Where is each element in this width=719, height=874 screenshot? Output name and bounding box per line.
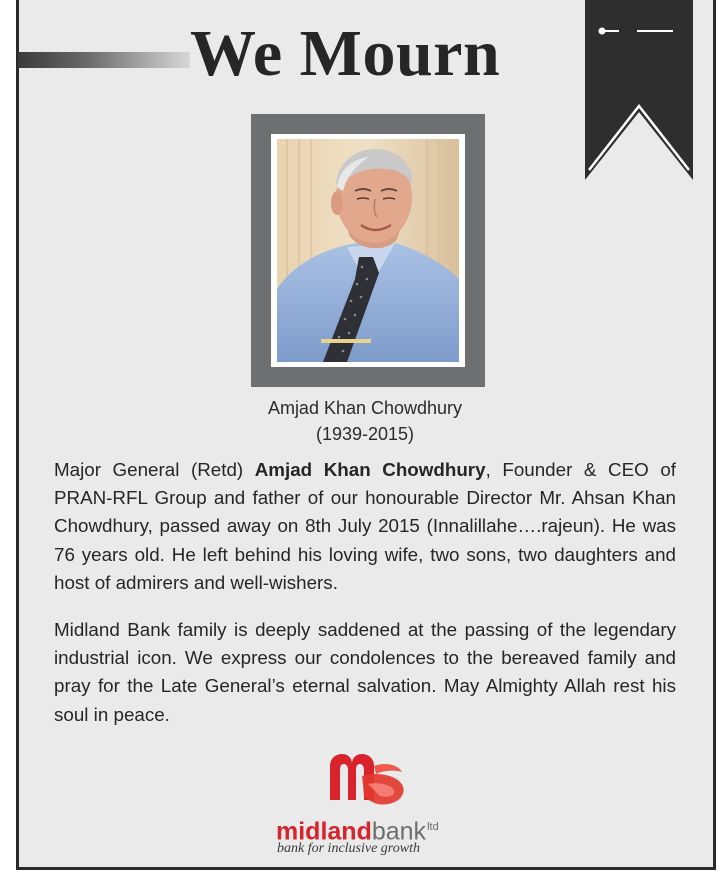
brand-name-light: bank bbox=[371, 817, 427, 846]
brand-suffix: ltd bbox=[427, 821, 439, 833]
portrait-photo bbox=[277, 139, 459, 362]
midland-bank-logo-icon bbox=[322, 748, 412, 810]
person-years-caption: (1939-2015) bbox=[315, 424, 415, 444]
person-name-caption: Amjad Khan Chowdhury bbox=[267, 398, 463, 418]
brand-name-bold: midland bbox=[276, 817, 372, 846]
heading-rule bbox=[18, 52, 190, 68]
page-title: We Mourn bbox=[190, 17, 501, 90]
mourning-ribbon-icon bbox=[583, 0, 695, 182]
p1-rest: , Founder & CEO of PRAN-RFL Group and father of our honourable Director Mr. Ahsan Khan Chowdhury, passed away on 8th July 2015 (Innalillahe….rajeun). He was 76 years old. He left behind his loving wife, two sons, two daughters and host of admirers and well-wishers. bbox=[54, 459, 676, 593]
p1-prefix: Major General (Retd) bbox=[54, 459, 255, 480]
p1-name: Amjad Khan Chowdhury bbox=[254, 459, 486, 480]
obituary-paragraph-1 bbox=[54, 456, 676, 597]
obituary-paragraph-2: Midland Bank family is deeply saddened at the passing of the legendary industrial icon. We express our condolences to the bereaved family and pray for the Late General’s eternal salvation. May Almighty Allah rest his soul in peace. bbox=[54, 619, 676, 725]
brand-tagline: bank for inclusive growth bbox=[277, 841, 420, 856]
photo-frame bbox=[251, 114, 485, 387]
